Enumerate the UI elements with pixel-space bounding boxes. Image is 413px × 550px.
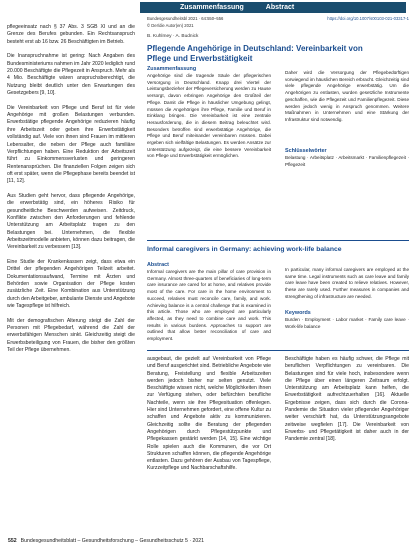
zusammenfassung-heading: Zusammenfassung: [147, 66, 197, 72]
journal-citation: Bundesgesundheitsbl 2021 · 64:550–556: [147, 16, 224, 21]
header-tab-zusammenfassung: Zusammenfassung: [180, 4, 244, 11]
header-tab-abstract: Abstract: [265, 4, 295, 11]
abstract-heading: Abstract: [147, 262, 169, 268]
abstract-col1: Informal caregivers are the main pillar of care provision in Germany. Almost three-quarters of beneficiaries of long-term care insurance are cared for at home, and relatives provide most of the care. For care in the home environment to succeed, relatives must reconcile care, family, and work. Achieving balance is a central challenge that is examined in this article. Those who are employed are particularly affected, as they need to combine care and work. This results in various burdens. Approaches to support are outlined that allow better reconciliation of care and employment.: [147, 269, 271, 342]
body-right-column: Beschäftigte haben es häufig schwer, die Pflege mit beruflichen Verpflichtungen zu vereinbaren. Die Belastungen sind für viele hoch, insbesondere wenn die Pflege über einen längeren Zeitraum erfolgt. Unterstützung am Arbeitsplatz kann helfen, die Erwerbstätigkeit aufrechtzuerhalten [16]. Aktuelle Ergebnisse zeigen, dass sich durch die Corona-Pandemie die Situation vieler pflegender Angehöriger weiter verschärft hat, da Unterstützungsangebote zeitweise wegfielen [17]. Die Vereinbarkeit von Erwerbs- und Pflegetätigkeit ist daher auch in der Pandemie zentral [18].: [285, 356, 409, 443]
title-english: Informal caregivers in Germany: achieving work-life balance: [147, 246, 342, 253]
page-footer: [8, 538, 204, 544]
zusammenfassung-col2: Daher wird die Versorgung der Pflegebedürftigen vorwiegend im häuslichen Bereich erbracht. Gleichzeitig sind viele pflegende Angehörige erwerbstätig. Um die Angehörigen zu entlasten, wurden gesetzliche Instrumente geschaffen, wie die Pflegezeit und Familienpflegezeit. Diese werden jedoch wenig in Anspruch genommen. Weitere Maßnahmen in Unternehmen und eine Stärkung der Infrastruktur sind notwendig.: [285, 70, 409, 122]
section-divider: [147, 240, 409, 241]
authors: B. Kuhlmey · A. Budnick: [147, 34, 199, 39]
abstract-col2: In particular, many informal caregivers are employed at the same time. Legal instruments such as care leave and family care leave have been created to relieve relatives. However, these are rarely used. Further measures in companies and strengthening of infrastructure are needed.: [285, 267, 409, 299]
zusammenfassung-col1: Angehörige sind die tragende Säule der pflegerischen Versorgung in Deutschland. Knapp drei Viertel der Leistungsbezieher der Pflegeversicherung werden zu Hause versorgt, davon erbringen Angehörige den Großteil der Pflege. Damit die Pflege in häuslicher Umgebung gelingt, müssen die Angehörigen ihre Pflege, Familie und Beruf in Einklang bringen. Die Vereinbarkeit ist eine zentrale Herausforderung, die in diesem Beitrag beleuchtet wird. Besonders betroffen sind erwerbstätige Angehörige, die Pflege und Beruf miteinander vereinbaren müssen. Dabei ergeben sich vielfältige Belastungen. Es werden Ansätze zur Unterstützung aufgezeigt, die eine bessere Vereinbarkeit von Pflege und Erwerbstätigkeit ermöglichen.: [147, 73, 271, 159]
keywords-heading: Keywords: [285, 310, 311, 316]
keywords: Burden · Employment · Labor market · Family care leave · Work-life balance: [285, 317, 409, 329]
section-divider-2: [147, 350, 409, 351]
footer-journal: Bundesgesundheitsblatt – Gesundheitsforschung – Gesundheitsschutz 5 · 2021: [20, 538, 205, 544]
page-number: 552: [8, 538, 17, 544]
doi-link[interactable]: https://doi.org/10.1007/s00103-021-03317-1: [327, 16, 409, 21]
copyright: © Der/die Autor(en) 2021: [147, 23, 194, 28]
schluesselwoerter: Belastung · Arbeitsplatz · Arbeitsmarkt · Familienpflegezeit · Pflegezeit: [285, 155, 409, 167]
body-left-column: [7, 24, 135, 354]
body-middle-column: ausgebaut, die gezielt auf Vereinbarkeit von Pflege und Beruf ausgerichtet sind. Betriebliche Angebote wie Beratung, Freistellung und flexible Arbeitszeiten werden jedoch bisher nur selten genutzt. Viele Beschäftigte wissen nicht, welche Möglichkeiten ihnen zur Verfügung stehen, oder befürchten berufliche Nachteile, wenn sie ihre Pflegesituation offenlegen. Hier sind Unternehmen gefordert, eine offene Kultur zu schaffen und Angebote aktiv zu kommunizieren. Gleichzeitig sollte die Beratung der pflegenden Angehörigen durch Pflegestützpunkte und Pflegekassen gestärkt werden [14, 15]. Eine wichtige Rolle spielen auch die Kommunen, die vor Ort Strukturen schaffen können, die pflegende Angehörige entlasten. Dazu gehören der Ausbau von Tagespflege, Kurzzeitpflege und Nachbarschaftshilfe.: [147, 356, 271, 472]
body-left-text: pflegeeinsatz nach § 37 Abs. 3 SGB XI und an die Grenze des Berufes gebunden. Ein Rechtsanspruch besteht erst ab 16 bzw. 26 Beschäftigten im Betrieb. Die Inanspruchnahme ist gering: Nach Angaben des Bundesministeriums nahmen im Jahr 2020 lediglich rund 20.000 Beschäftigte die Pflegezeit in Anspruch. Mehr als 4 Mio. Beschäftigte wären anspruchsberechtigt, die Nutzung bleibt deutlich unter den Erwartungen des Gesetzgebers [9, 10]. Die Vereinbarkeit von Pflege und Beruf ist für viele Angehörige mit großen Belastungen verbunden. Erwerbstätige pflegende Angehörige reduzieren häufig ihre Arbeitszeit oder geben ihre Erwerbstätigkeit vollständig auf. Viele von ihnen sind Frauen im mittleren Lebensalter, die neben der Pflege auch familiäre Verpflichtungen haben. Eine Reduktion der Arbeitszeit führt zu Einkommensverlusten und geringeren Rentenansprüchen. Die finanziellen Folgen zeigen sich oft erst später, wenn die Pflegephase bereits beendet ist [11, 12]. Aus Studien geht hervor, dass pflegende Angehörige, die erwerbstätig sind, ein höheres Risiko für gesundheitliche Beschwerden aufweisen. Zeitdruck, Konflikte zwischen den Anforderungen und fehlende Unterstützung am Arbeitsplatz tragen zu den Belastungen bei. Unternehmen, die flexible Arbeitszeitmodelle anbieten, können dazu beitragen, die Vereinbarkeit zu verbessern [13]. Eine Studie der Krankenkassen zeigt, dass etwa ein Drittel der pflegenden Angehörigen Teilzeit arbeitet. Dokumentationsaufwand, Termine mit Ärzten und Behörden sowie Organisation der Pflege kosten zusätzliche Zeit. Eine Kombination aus Unterstützung durch den Arbeitgeber, ambulante Dienste und Angebote wie Tagespflege ist hilfreich. Mit der demografischen Alterung steigt die Zahl der Personen mit Pflegebedarf, während die Zahl der erwerbsfähigen Menschen sinkt. Gleichzeitig steigt die Erwerbsbeteiligung von Frauen, die bisher den größten Teil der Pflege übernehmen.: [7, 24, 136, 354]
abstract-header-bar: [140, 2, 406, 13]
schluesselwoerter-heading: Schlüsselwörter: [285, 148, 327, 154]
title-german: Pflegende Angehörige in Deutschland: Vereinbarkeit von Pflege und Erwerbstätigkeit: [147, 44, 363, 63]
citation-line: [147, 16, 409, 21]
